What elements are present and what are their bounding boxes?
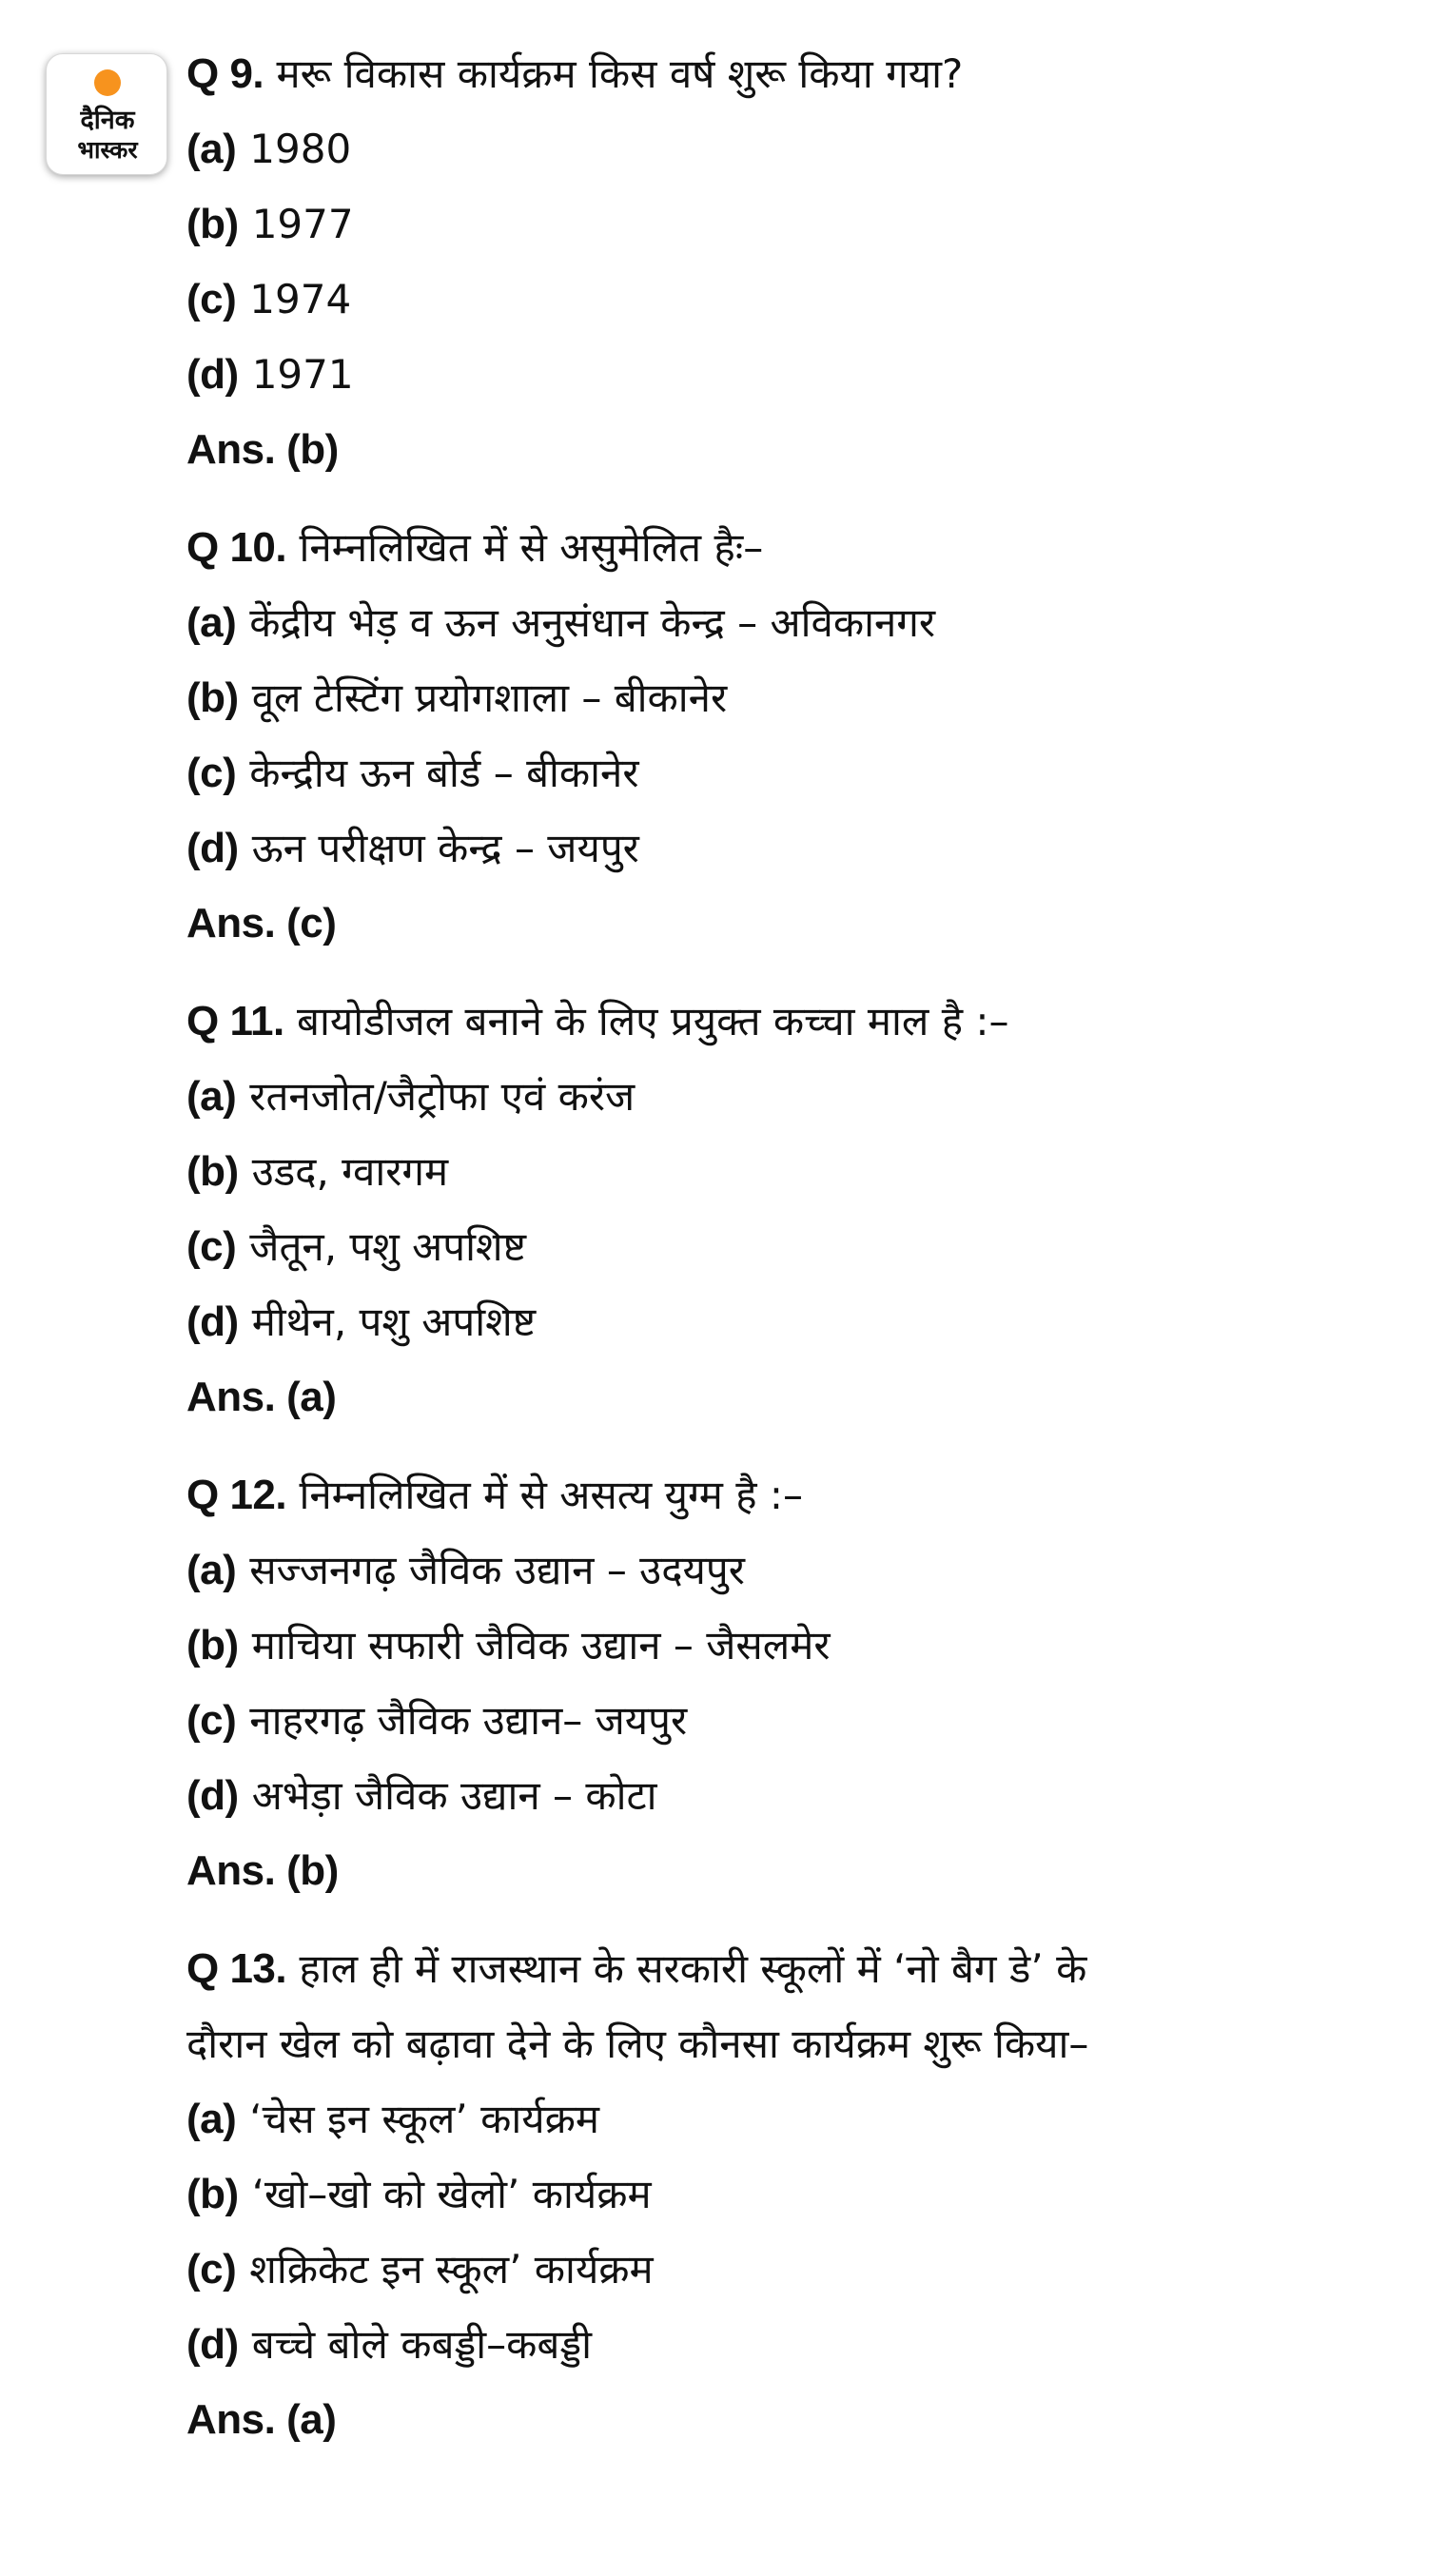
option-text: ‘चेस इन स्कूल’ कार्यक्रम (249, 2096, 599, 2142)
option-line (186, 337, 1414, 412)
question-block (186, 36, 1414, 487)
option-text: अभेड़ा जैविक उद्यान – कोटा (251, 1772, 657, 1819)
option-text: वूल टेस्टिंग प्रयोगशाला – बीकानेर (251, 674, 728, 721)
question-number: Q 10. (186, 524, 287, 571)
question-block (186, 1457, 1414, 1908)
logo-wordmark-line1: दैनिक (80, 106, 135, 135)
question-text: हाल ही में राजस्थान के सरकारी स्कूलों में ‘नो बैग डे’ के (299, 1945, 1087, 1992)
option-label: (b) (186, 2171, 239, 2217)
answer-line: Ans. (a) (186, 2396, 337, 2443)
option-label: (b) (186, 1148, 239, 1195)
option-text: 1971 (251, 351, 354, 398)
option-text: ‘खो–खो को खेलो’ कार्यक्रम (251, 2171, 652, 2217)
option-line (186, 1209, 1414, 1284)
question-block (186, 510, 1414, 961)
option-line (186, 585, 1414, 660)
question-line (186, 1931, 1414, 2006)
option-text: 1980 (249, 126, 352, 172)
option-line (186, 660, 1414, 735)
option-line (186, 735, 1414, 810)
logo-wordmark-line2: भास्कर (77, 136, 138, 164)
option-label: (b) (186, 201, 239, 247)
option-text: उडद, ग्वारगम (251, 1148, 449, 1195)
option-label: (c) (186, 2246, 237, 2293)
option-text: नाहरगढ़ जैविक उद्यान– जयपुर (249, 1697, 688, 1744)
option-label: (a) (186, 126, 237, 172)
option-label: (d) (186, 351, 239, 398)
option-text: मीथेन, पशु अपशिष्ट (251, 1298, 537, 1345)
option-label: (b) (186, 1622, 239, 1669)
option-line (186, 2156, 1414, 2232)
option-line (186, 1683, 1414, 1758)
question-block (186, 1931, 1414, 2457)
question-line (186, 1457, 1414, 1532)
option-line (186, 111, 1414, 186)
option-text: केन्द्रीय ऊन बोर्ड – बीकानेर (249, 750, 639, 796)
question-line-continued (186, 2006, 1414, 2081)
answer-line: Ans. (b) (186, 426, 339, 473)
option-text: रतनजोत/जैट्रोफा एवं करंज (249, 1073, 636, 1120)
option-label: (b) (186, 674, 239, 721)
option-line (186, 1758, 1414, 1833)
sun-icon (94, 69, 121, 96)
option-line (186, 1059, 1414, 1134)
option-line (186, 186, 1414, 262)
question-list (186, 36, 1414, 2480)
option-line (186, 1532, 1414, 1608)
question-text: दौरान खेल को बढ़ावा देने के लिए कौनसा कार्यक्रम शुरू किया– (186, 2020, 1089, 2067)
option-line (186, 2232, 1414, 2307)
dainik-bhaskar-logo (46, 53, 167, 175)
option-line (186, 2081, 1414, 2156)
option-label: (c) (186, 1697, 237, 1744)
option-text: 1977 (251, 201, 354, 247)
option-text: जैतून, पशु अपशिष्ट (249, 1223, 527, 1270)
option-label: (d) (186, 825, 239, 871)
question-text: मरू विकास कार्यक्रम किस वर्ष शुरू किया गया? (276, 50, 964, 97)
question-number: Q 9. (186, 50, 264, 97)
option-label: (c) (186, 750, 237, 796)
question-line (186, 510, 1414, 585)
option-label: (a) (186, 1547, 237, 1593)
question-number: Q 11. (186, 998, 284, 1044)
option-label: (d) (186, 2321, 239, 2368)
answer-line: Ans. (c) (186, 900, 337, 946)
option-line (186, 810, 1414, 886)
option-label: (a) (186, 2096, 237, 2142)
option-text: शक्रिकेट इन स्कूल’ कार्यक्रम (249, 2246, 654, 2293)
option-line (186, 2307, 1414, 2382)
question-line (186, 36, 1414, 111)
answer-line: Ans. (a) (186, 1374, 337, 1420)
option-text: सज्जनगढ़ जैविक उद्यान – उदयपुर (249, 1547, 745, 1593)
answer-line: Ans. (b) (186, 1847, 339, 1894)
option-label: (d) (186, 1298, 239, 1345)
option-line (186, 262, 1414, 337)
option-label: (a) (186, 599, 237, 646)
option-text: बच्चे बोले कबड्डी–कबड्डी (251, 2321, 592, 2368)
question-text: निम्नलिखित में से असत्य युग्म है :– (299, 1472, 804, 1518)
question-text: बायोडीजल बनाने के लिए प्रयुक्त कच्चा माल है :– (297, 998, 1009, 1044)
question-text: निम्नलिखित में से असुमेलित हैः– (299, 524, 764, 571)
question-number: Q 13. (186, 1945, 287, 1992)
option-text: ऊन परीक्षण केन्द्र – जयपुर (251, 825, 639, 871)
option-text: माचिया सफारी जैविक उद्यान – जैसलमेर (251, 1622, 831, 1669)
option-label: (c) (186, 276, 237, 322)
option-text: केंद्रीय भेड़ व ऊन अनुसंधान केन्द्र – अविकानगर (249, 599, 936, 646)
question-block (186, 984, 1414, 1434)
option-line (186, 1284, 1414, 1359)
option-label: (c) (186, 1223, 237, 1270)
option-line (186, 1608, 1414, 1683)
question-line (186, 984, 1414, 1059)
option-label: (a) (186, 1073, 237, 1120)
option-label: (d) (186, 1772, 239, 1819)
option-text: 1974 (249, 276, 352, 322)
option-line (186, 1134, 1414, 1209)
question-number: Q 12. (186, 1472, 287, 1518)
